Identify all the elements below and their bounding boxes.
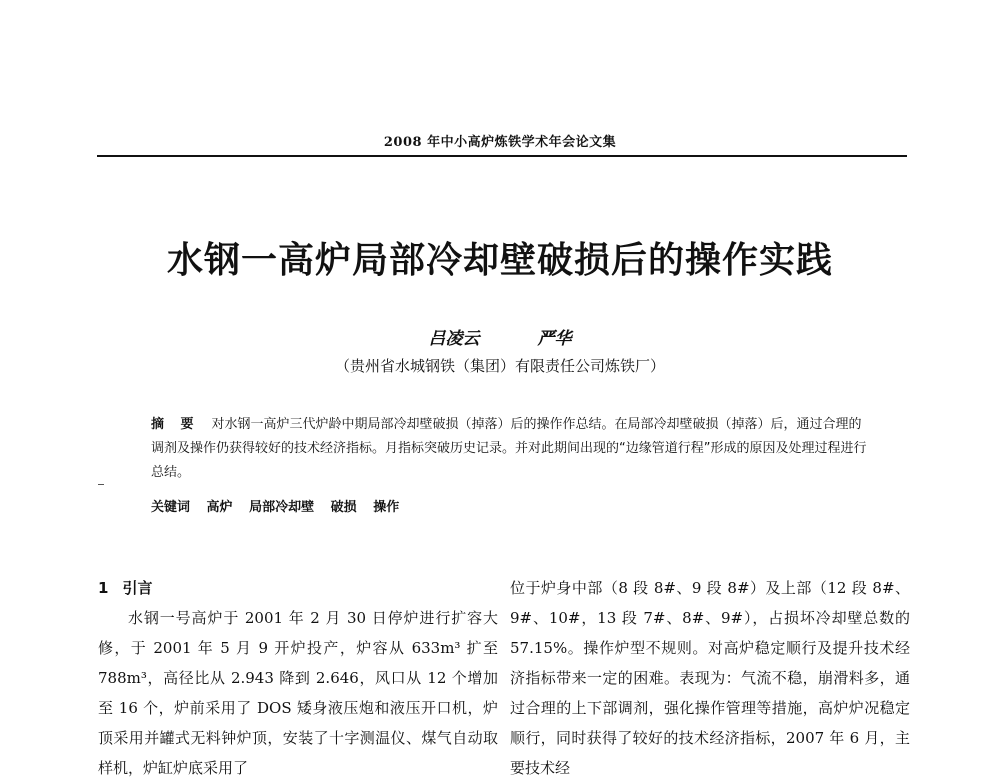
body-column-right bbox=[510, 573, 910, 783]
margin-mark bbox=[98, 484, 104, 485]
abstract-label: 摘 要 bbox=[151, 417, 200, 432]
keywords-label: 关键词 bbox=[151, 500, 191, 515]
abstract bbox=[151, 413, 871, 485]
keyword-4: 操作 bbox=[373, 500, 400, 515]
running-header: 2008 年中小高炉炼铁学术年会论文集 bbox=[383, 135, 617, 150]
author-2: 严华 bbox=[537, 329, 572, 349]
section-number: 1 bbox=[98, 579, 109, 597]
section-title: 引言 bbox=[122, 579, 153, 597]
keyword-1: 高炉 bbox=[206, 500, 233, 515]
section-heading bbox=[98, 573, 498, 603]
keywords bbox=[151, 496, 871, 515]
paper-title: 水钢一高炉局部冷却壁破损后的操作实践 bbox=[166, 239, 833, 281]
affiliation: （贵州省水城钢铁（集团）有限责任公司炼铁厂） bbox=[334, 357, 665, 375]
header-rule bbox=[97, 155, 907, 157]
body-paragraph-left: 水钢一号高炉于 2001 年 2 月 30 日停炉进行扩容大修，于 2001 年 5 月 9 开炉投产，炉容从 633m³ 扩至 788m³，高径比从 2.943 降到 2.646，风口从 12 个增加至 16 个，炉前采用了 DOS 矮身液压炮和液压开口机，炉顶采用并罐式无料钟炉顶，安装了十字测温仪、煤气自动取样机，炉缸炉底采用了 bbox=[98, 609, 498, 777]
body-column-left bbox=[98, 573, 498, 783]
authors bbox=[0, 324, 1000, 349]
keyword-2: 局部冷却壁 bbox=[249, 500, 315, 515]
keyword-3: 破损 bbox=[330, 500, 357, 515]
abstract-text: 对水钢一高炉三代炉龄中期局部冷却壁破损（掉落）后的操作作总结。在局部冷却壁破损（掉落）后，通过合理的调剂及操作仍获得较好的技术经济指标。月指标突破历史记录。并对此期间出现的“边缘管道行程”形成的原因及处理过程进行总结。 bbox=[151, 417, 867, 480]
body-paragraph-right: 位于炉身中部（8 段 8#、9 段 8#）及上部（12 段 8#、9#、10#，13 段 7#、8#、9#），占损坏冷却壁总数的 57.15%。操作炉型不规则。对高炉稳定顺行及提升技术经济指标带来一定的困难。表现为：气流不稳，崩滑料多，通过合理的上下部调剂，强化操作管理等措施，高炉炉况稳定顺行，同时获得了较好的技术经济指标，2007 年 6 月，主要技术经 bbox=[510, 579, 910, 777]
author-1: 吕凌云 bbox=[428, 329, 480, 349]
